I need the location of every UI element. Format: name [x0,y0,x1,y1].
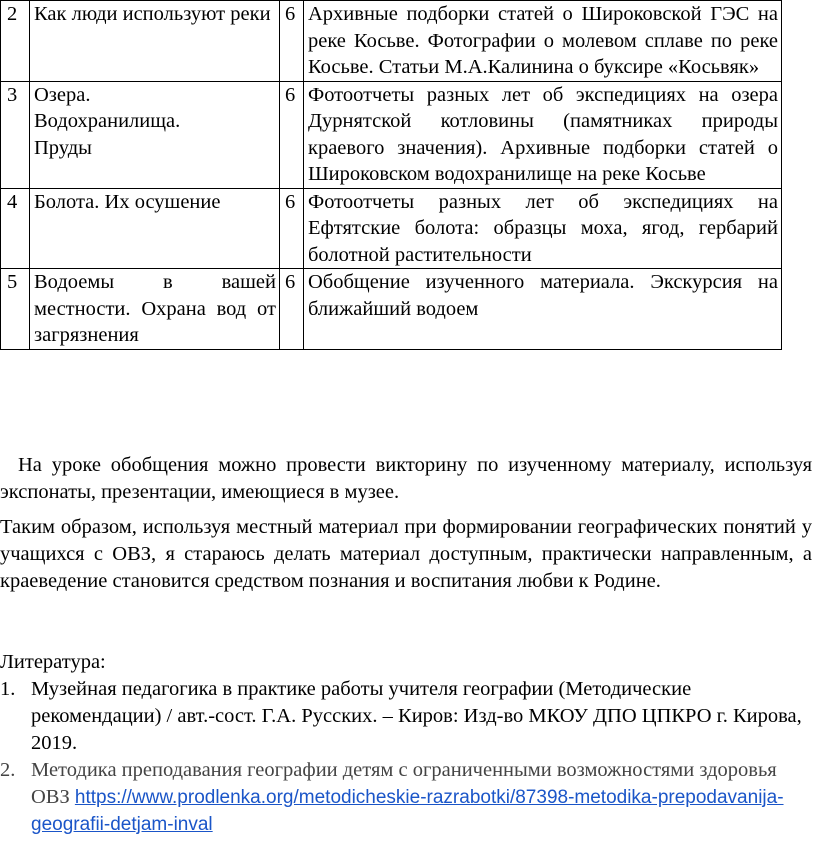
reference-number: 2. [0,759,16,781]
row-topic: Водоемы в вашей местности. Охрана вод от загрязнения [30,269,280,350]
table-row [1,1,782,82]
row-topic-line: Пруды [34,136,92,159]
conclusion-paragraph: Таким образом, используя местный материал при формировании географических понятий у учащихся с ОВЗ, я стараюсь делать материал доступным, практически направленным, а краеведение становится средством познания и воспитания любви к Родине. [0,516,812,592]
row-hours: 6 [280,269,304,350]
row-number: 5 [1,269,30,350]
row-number: 3 [1,81,30,188]
row-topic: Болота. Их осушение [30,188,280,269]
list-item [0,757,812,838]
table-row [1,188,782,269]
row-hours: 6 [280,1,304,82]
reference-link[interactable]: https://www.prodlenka.org/metodicheskie-razrabotki/87398-metodika-prepodavanija-geografii-detjam-inval [31,787,784,835]
references-list [0,676,812,838]
lesson-plan-table [0,0,782,350]
table-row [1,81,782,188]
row-materials: Фотоотчеты разных лет об экспедициях на озера Дурнятской котловины (памятниках природы краевого значения). Архивные подборки статей о Широковском водохранилище на реке Косьве [304,81,782,188]
row-hours: 6 [280,188,304,269]
row-topic [30,81,280,188]
references-heading: Литература: [0,651,106,673]
row-topic-line: Озера. [34,83,91,106]
row-topic: Как люди используют реки [30,1,280,82]
row-number: 2 [1,1,30,82]
quiz-paragraph: На уроке обобщения можно провести викторину по изученному материалу, используя экспонаты, презентации, имеющиеся в музее. [0,454,812,503]
table-row [1,269,782,350]
row-materials: Обобщение изученного материала. Экскурсия на ближайший водоем [304,269,782,350]
row-hours: 6 [280,81,304,188]
reference-text: Методика преподавания географии детям с ограниченными возможностями здоровья ОВЗ [31,759,777,808]
row-materials: Фотоотчеты разных лет об экспедициях на Ефтятские болота: образцы моха, ягод, гербарий болотной растительности [304,188,782,269]
list-item [0,676,812,757]
row-topic-line: Водохранилища. [34,110,181,132]
row-materials: Архивные подборки статей о Широковской ГЭС на реке Косьве. Фотографии о молевом сплаве по реке Косьве. Статьи М.А.Калинина о буксире «Косьвяк» [304,1,782,82]
reference-number: 1. [0,678,16,700]
reference-text: Музейная педагогика в практике работы учителя географии (Методические рекомендации) / авт.-сост. Г.А. Русских. – Киров: Изд-во МКОУ ДПО ЦПКРО г. Кирова, 2019. [31,678,802,754]
row-number: 4 [1,188,30,269]
